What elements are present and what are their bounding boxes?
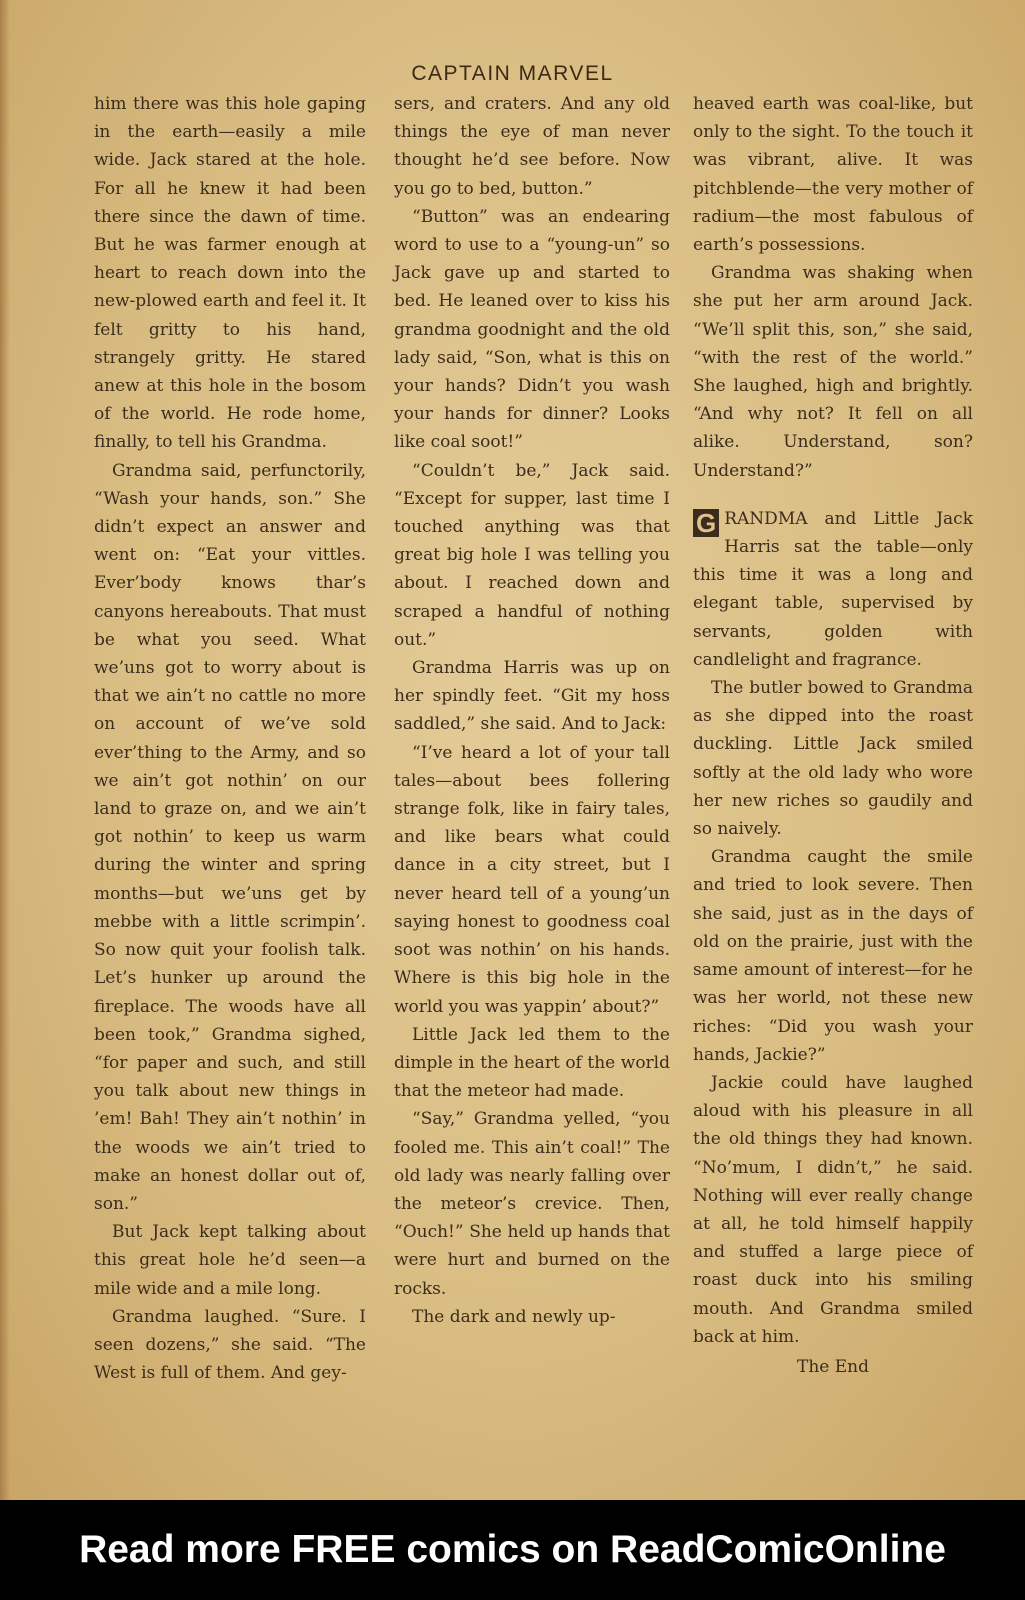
text-column-1 — [94, 90, 366, 1387]
paragraph: The butler bowed to Grandma as she dipped into the roast duckling. Little Jack smiled softly at the old lady who wore her new riches so gaudily and so naively. — [693, 678, 973, 840]
paragraph: “Button” was an endearing word to use to a “young-un” so Jack gave up and started to bed. He leaned over to kiss his grandma goodnight and the old lady said, “Son, what is this on your hands? Didn’t you wash your hands for dinner? Looks like coal soot!” — [394, 206, 670, 453]
page-edge-shadow — [0, 0, 10, 1500]
paragraph: Grandma caught the smile and tried to look severe. Then she said, just as in the days of old on the prairie, just with the same amount of interest—for he was her world, not these new riches: “Did you wash your hands, Jackie?” — [693, 847, 973, 1065]
paragraph-text: RANDMA and Little Jack Harris sat the table—only this time it was a long and elegant table, supervised by servants, golden with candlelight and fragrance. — [693, 508, 973, 670]
drop-cap-initial: G — [693, 509, 719, 537]
paragraph: But Jack kept talking about this great hole he’d seen—a mile wide and a mile long. — [94, 1222, 366, 1299]
paragraph: him there was this hole gaping in the earth—easily a mile wide. Jack stared at the hole. For all he knew it had been there since the dawn of time. But he was farmer enough at heart to reach down into the new-plowed earth and feel it. It felt gritty to his hand, strangely gritty. He stared anew at this hole in the bosom of the world. He rode home, finally, to tell his Grandma. — [94, 94, 366, 453]
text-column-3 — [693, 90, 973, 1381]
paragraph: “I’ve heard a lot of your tall tales—about bees follering strange folk, like in fairy tales, and like bears what could dance in a city street, but I never heard tell of a young’un saying honest to goodness coal soot was nothin’ on his hands. Where is this big hole in the world you was yappin’ about?” — [394, 742, 670, 1017]
paragraph: Grandma laughed. “Sure. I seen dozens,” she said. “The West is full of them. And gey- — [94, 1306, 366, 1384]
paragraph: Little Jack led them to the dimple in the heart of the world that the meteor had made. — [394, 1024, 670, 1102]
paragraph: Grandma Harris was up on her spindly feet. “Git my hoss saddled,” she said. And to Jack: — [394, 658, 670, 735]
paragraph: The dark and newly up- — [412, 1306, 616, 1327]
paragraph: “Couldn’t be,” Jack said. “Except for supper, last time I touched anything was that great big hole I was telling you about. I reached down and scraped a handful of nothing out.” — [394, 460, 670, 650]
paragraph: heaved earth was coal-like, but only to the sight. To the touch it was vibrant, alive. It was pitchblende—the very mother of radium—the most fabulous of earth’s possessions. — [693, 94, 973, 256]
promo-footer-banner: Read more FREE comics on ReadComicOnline — [0, 1500, 1025, 1600]
text-column-2 — [394, 90, 670, 1331]
paragraph: Grandma was shaking when she put her arm around Jack. “We’ll split this, son,” she said, “with the rest of the world.” She laughed, high and brightly. “And why not? It fell on all alike. Understand, son? Understand?” — [693, 263, 973, 481]
paragraph: Grandma said, perfunctorily, “Wash your hands, son.” She didn’t expect an answer and went on: “Eat your vittles. Ever’body knows thar’s canyons hereabouts. That must be what you seed. What we’uns got to worry about is that we ain’t no cattle no more on account of we’ve sold ever’thing to the Army, and so we ain’t got nothin’ on our land to graze on, and we ain’t got nothin’ to keep us warm during the winter and spring months—but we’uns get by mebbe with a little scrimpin’. So now quit your foolish talk. Let’s hunker up around the fireplace. The woods have all been took,” Grandma sighed, “for paper and such, and still you talk about new things in ’em! Bah! They ain’t nothin’ in the woods we ain’t tried to make an honest dollar out of, son.” — [94, 460, 366, 1214]
paragraph: “Say,” Grandma yelled, “you fooled me. This ain’t coal!” The old lady was nearly falling over the meteor’s crevice. Then, “Ouch!” She held up hands that were hurt and burned on the rocks. — [394, 1109, 670, 1299]
section-paragraph — [693, 505, 973, 674]
page-header: CAPTAIN MARVEL — [411, 62, 614, 85]
paragraph: Jackie could have laughed aloud with his pleasure in all the old things they had known. “No’mum, I didn’t,” he said. Nothing will ever really change at all, he told himself happily and stuffed a large piece of roast duck into his smiling mouth. And Grandma smiled back at him. — [693, 1072, 973, 1347]
paragraph: sers, and craters. And any old things the eye of man never thought he’d see before. Now you go to bed, button.” — [394, 94, 670, 199]
the-end-label: The End — [797, 1356, 869, 1377]
